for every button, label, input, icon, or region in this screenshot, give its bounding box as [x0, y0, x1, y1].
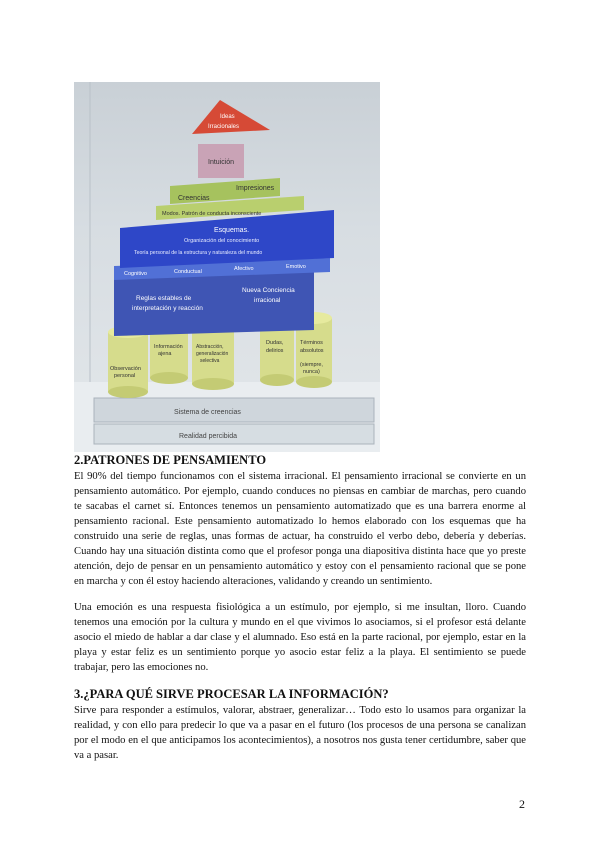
svg-text:Términos: Términos — [300, 340, 323, 346]
section3-paragraph-1: Sirve para responder a estímulos, valorar, abstraer, generalizar… Todo esto lo usamos para organizar la realidad, y con ello para predecir lo que va a pasar en el futuro (los procesos de una persona se canalizan por el modo en el que anticipamos los acontecimientos), a nosotros nos gusta tener certidumbre, saber que va a pasar. — [74, 705, 526, 761]
svg-text:delirios: delirios — [266, 348, 284, 354]
intuition-label: Intuición — [208, 159, 235, 166]
section3-heading: 3.¿PARA QUÉ SIRVE PROCESAR LA INFORMACIÓN? — [74, 687, 389, 701]
svg-text:Conductual: Conductual — [174, 269, 202, 275]
svg-text:Irracionales: Irracionales — [208, 124, 240, 130]
svg-text:Información: Información — [154, 344, 183, 350]
svg-text:generalización: generalización — [196, 351, 229, 357]
svg-text:interpretación y reacción: interpretación y reacción — [132, 305, 203, 312]
cylinder-1 — [108, 326, 148, 398]
perceived-reality-label: Realidad percibida — [179, 433, 237, 440]
page-number: 2 — [519, 797, 525, 811]
svg-text:Dudas,: Dudas, — [266, 340, 284, 346]
schemas-sub1: Organización del conocimiento — [184, 238, 260, 244]
svg-text:Observación: Observación — [110, 366, 141, 372]
svg-text:Reglas estables de: Reglas estables de — [136, 295, 192, 302]
svg-text:nunca): nunca) — [303, 369, 320, 375]
schemas-sub2: Teoría personal de la estructura y naturaleza del mundo — [134, 250, 263, 256]
svg-text:Abstracción,: Abstracción, — [196, 344, 224, 350]
impressions-label: Impresiones — [236, 185, 275, 192]
modes-label: Modos. Patrón de conducta inconsciente — [162, 211, 262, 217]
svg-text:Nueva Conciencia: Nueva Conciencia — [242, 287, 295, 294]
svg-text:irracional: irracional — [254, 297, 281, 304]
section2-paragraph-1: El 90% del tiempo funcionamos con el sistema irracional. El pensamiento irracional se convierte en un pensamiento automático. Por ejemplo, cuando conduces no piensas en cambiar de marchas, pero cuando te sacabas el carnet sí. Entonces tenemos un pensamiento automatizado que es una barrera enorme al pensamiento racional. Este pensamiento automatizado lo hemos elaborado con los esquemas que ha construido una serie de reglas, unas formas de actuar, ha construido el verbo debo, debería y deberías. Cuando hay una situación distinta como que el profesor ponga una diapositiva distinta hace que yo preste atención, dejo de pensar en un pensamiento automático y estoy con el pensamiento racional que se pone en marcha y con él estoy haciendo alteraciones, validando y creando un sentimiento. — [74, 471, 526, 587]
section2-paragraph-2: Una emoción es una respuesta fisiológica a un estímulo, por ejemplo, si me insultan, lloro. Cuando tenemos una emoción por la cultura y mundo en el que vivimos lo asociamos, si el profesor está delante asocio el miedo de hablar a dar clase y el alumnado. Eso está en la parte racional, por ejemplo, estar en la playa y estar feliz es un sentimiento porque yo asocio estar feliz a la playa. El sentimiento se puede trabajar, pero las emociones no. — [74, 602, 526, 673]
beliefs-system-label: Sistema de creencias — [174, 409, 241, 416]
svg-text:personal: personal — [114, 373, 136, 379]
svg-text:(siempre,: (siempre, — [300, 362, 323, 368]
svg-text:Cognitivo: Cognitivo — [124, 271, 147, 277]
section2-heading: 2.PATRONES DE PENSAMIENTO — [74, 453, 267, 467]
pyramid-diagram — [74, 82, 380, 452]
beliefs-label: Creencias — [178, 195, 210, 202]
svg-text:ajena: ajena — [158, 351, 172, 357]
svg-text:absolutos: absolutos — [300, 348, 324, 354]
svg-text:selectiva: selectiva — [200, 358, 220, 364]
svg-text:Ideas: Ideas — [220, 114, 235, 120]
svg-text:Emotivo: Emotivo — [286, 264, 306, 270]
svg-text:Afectivo: Afectivo — [234, 266, 254, 272]
rules-block — [114, 272, 314, 336]
thinking-pyramid-figure — [74, 82, 380, 452]
schemas-title: Esquemas. — [214, 227, 250, 234]
